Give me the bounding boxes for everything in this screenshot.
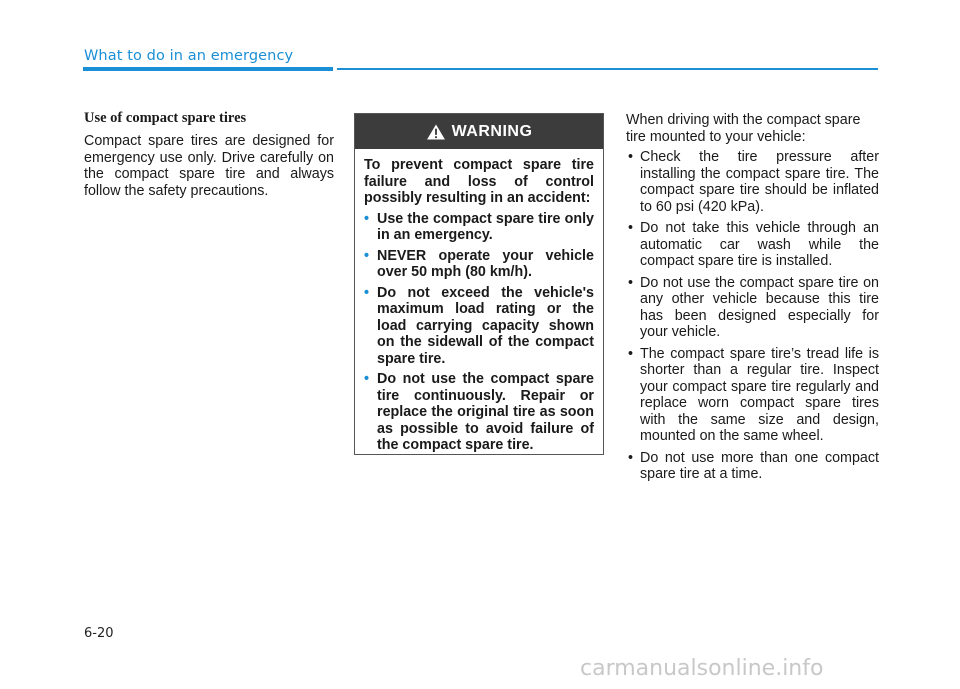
warning-item-text: Use the compact spare tire only in an emergency. xyxy=(377,210,594,243)
precaution-list xyxy=(626,149,879,483)
list-item-text: Do not use more than one compact spare tire at a time. xyxy=(640,449,879,482)
warning-box xyxy=(354,113,604,455)
warning-item xyxy=(364,248,594,281)
warning-triangle-icon xyxy=(426,124,446,140)
list-item-text: Check the tire pressure after installing the compact spare tire. The compact spare tire should be inflated to 60 psi (420 kPa). xyxy=(640,149,879,215)
list-item xyxy=(626,450,879,483)
header-rule-thin xyxy=(337,68,878,70)
watermark: carmanualsonline.info xyxy=(580,656,824,681)
bullet-icon: • xyxy=(628,274,634,291)
left-column xyxy=(84,110,334,199)
warning-item-text: Do not use the compact spare tire continuously. Repair or replace the original tire as soon as possible to avoid failure of the compact spare tire. xyxy=(377,371,594,453)
bullet-icon: • xyxy=(628,449,634,466)
warning-item xyxy=(364,371,594,454)
list-item-text: Do not use the compact spare tire on any other vehicle because this tire has been designed especially for your vehicle. xyxy=(640,274,879,340)
warning-intro: To prevent compact spare tire failure and loss of control possibly resulting in an accident: xyxy=(364,157,594,206)
warning-header xyxy=(355,114,603,149)
bullet-icon: • xyxy=(364,371,370,387)
warning-item xyxy=(364,211,594,244)
list-item-text: The compact spare tire’s tread life is shorter than a regular tire. Inspect your compact spare tire regularly and replace worn compact spare tires with the same size and design, mounted on the same wheel. xyxy=(640,345,879,444)
warning-list xyxy=(364,211,594,454)
header-rule-thick xyxy=(83,67,333,71)
bullet-icon: • xyxy=(628,345,634,362)
warning-item xyxy=(364,285,594,368)
list-item xyxy=(626,149,879,215)
section-title: What to do in an emergency xyxy=(84,48,294,64)
subheading: Use of compact spare tires xyxy=(84,110,247,126)
bullet-icon: • xyxy=(628,220,634,236)
bullet-icon: • xyxy=(364,247,370,264)
list-item xyxy=(626,220,879,270)
page-number: 6-20 xyxy=(84,626,114,641)
list-item xyxy=(626,346,879,445)
warning-item-text: NEVER operate your vehicle over 50 mph (80 km/h). xyxy=(377,247,594,280)
right-column xyxy=(626,112,879,488)
warning-label: WARNING xyxy=(451,122,533,140)
list-item xyxy=(626,275,879,341)
bullet-icon: • xyxy=(628,149,634,165)
bullet-icon: • xyxy=(364,284,370,301)
intro-paragraph: Compact spare tires are designed for emergency use only. Drive carefully on the compact spare tire and always follow the safety precautions. xyxy=(84,133,334,199)
bullet-icon: • xyxy=(364,210,370,227)
right-intro: When driving with the compact spare tire mounted to your vehicle: xyxy=(626,112,861,145)
list-item-text: Do not take this vehicle through an automatic car wash while the compact spare tire is installed. xyxy=(640,220,879,269)
warning-body xyxy=(355,149,603,454)
warning-item-text: Do not exceed the vehicle's maximum load rating or the load carrying capacity shown on the sidewall of the compact spare tire. xyxy=(377,284,594,367)
